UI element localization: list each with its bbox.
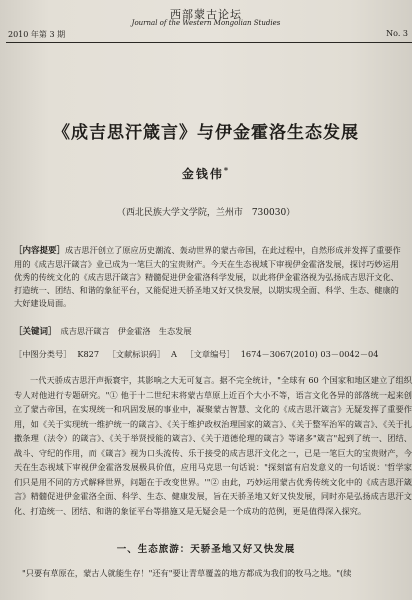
body-paragraph: 一代天骄成吉思汗声振寰宇，其影响之大无可复言。据不完全统计，"全球有 60 个国家和地区建立了组织专人对他进行专题研究。"① 他于十二世纪末将蒙古草原上近百个大小不等，语言文化各异的部落统一起来创立了蒙古帝国，在实现统一和巩固发展的事业中，凝聚蒙古智慧、文化的《成吉思汗箴言》无疑发挥了重要作用，如《关于实现统一维护统一的箴言》、《关于维护政权治理国家的箴言》、《关于整军治军的箴言》、《关于扎撒条理（法令）的箴言》、《关于举贤授能的箴言》、《关于道德伦理的箴言》等诸多"箴言"起到了统一、团结、战斗、守纪的作用，而《箴言》视为口头流传、乐于接受的成吉思汗文化之一，已是一笔巨大的宝贵财产，今天在生态视域下审视伊金霍洛发展极具价值，应用马克思一句话说："探刻富有启发意义的一句话说：'哲学家们只是用不同的方式解释世界，问题在于改变世界。'"② 由此，巧妙运用蒙古优秀传统文化中的《成吉思汗箴言》精髓促进伊金霍洛全面、科学、生态、健康发展，旨在天骄圣地又好又快发展，同时亦是弘扬成吉思汗文化、打造统一、团结、和谐的象征平台等措施又是无疑会是一个成功的范例，更是值得深入探究。 [14,375,412,516]
journal-title: 西部蒙古论坛 [170,8,242,21]
journal-title-english: Journal of the Western Mongolian Studies [131,19,281,27]
abstract-label: ［内容提要］ [14,246,66,256]
author-footnote-mark: * [223,165,231,175]
article-title: 《成吉思汗箴言》与伊金霍洛生态发展 [53,123,359,143]
abstract [14,244,406,310]
keywords [14,325,406,337]
article-id-label: ［文章编号］ [185,349,235,359]
article-metadata [14,349,412,360]
issue-number-right: No. 3 [386,29,408,38]
doc-code-label: ［文献标识码］ [107,349,166,359]
clc-label: ［中图分类号］ [14,349,72,359]
author-line [0,165,412,182]
keywords-label: ［关键词］ [14,327,57,337]
body-paragraph-continued: "只要有草原在，蒙古人就能生存！"还有"要让青草覆盖的地方都成为我们的牧马之地。"(续 [22,568,352,578]
author-affiliation: （西北民族大学文学院，兰州市 730030） [116,208,296,218]
header-rule [6,42,412,43]
author-name: 金钱伟 [181,167,224,181]
clc-value: K827 [77,349,100,359]
abstract-text: 成吉思汗创立了原应历史潮流、轰动世界的蒙古帝国，在此过程中，自然形成并发挥了重要作用的《成吉思汗箴言》业已成为一笔巨大的宝贵财产。今天在生态视域下审视伊金霍洛发展，探讨巧妙运用优秀的传统文化的《成吉思汗箴言》精髓促进伊金霍洛科学发展，以此将伊金霍洛视为弘扬成吉思汗文化、打造统一、团结、和谐的象征平台，又能促进天骄圣地又好又快发展，以期实现全面、科学、生态、健康的大好建设局面。 [14,245,401,308]
doc-code-value: A [171,349,177,359]
issue-number: 2010 年第 3 期 [8,30,66,39]
section-heading: 一、生态旅游：天骄圣地又好又快发展 [116,544,296,555]
keywords-text: 成吉思汗箴言 伊金霍洛 生态发展 [60,326,192,336]
article-id-value: 1674－3067(2010) 03－0042－04 [240,349,379,359]
